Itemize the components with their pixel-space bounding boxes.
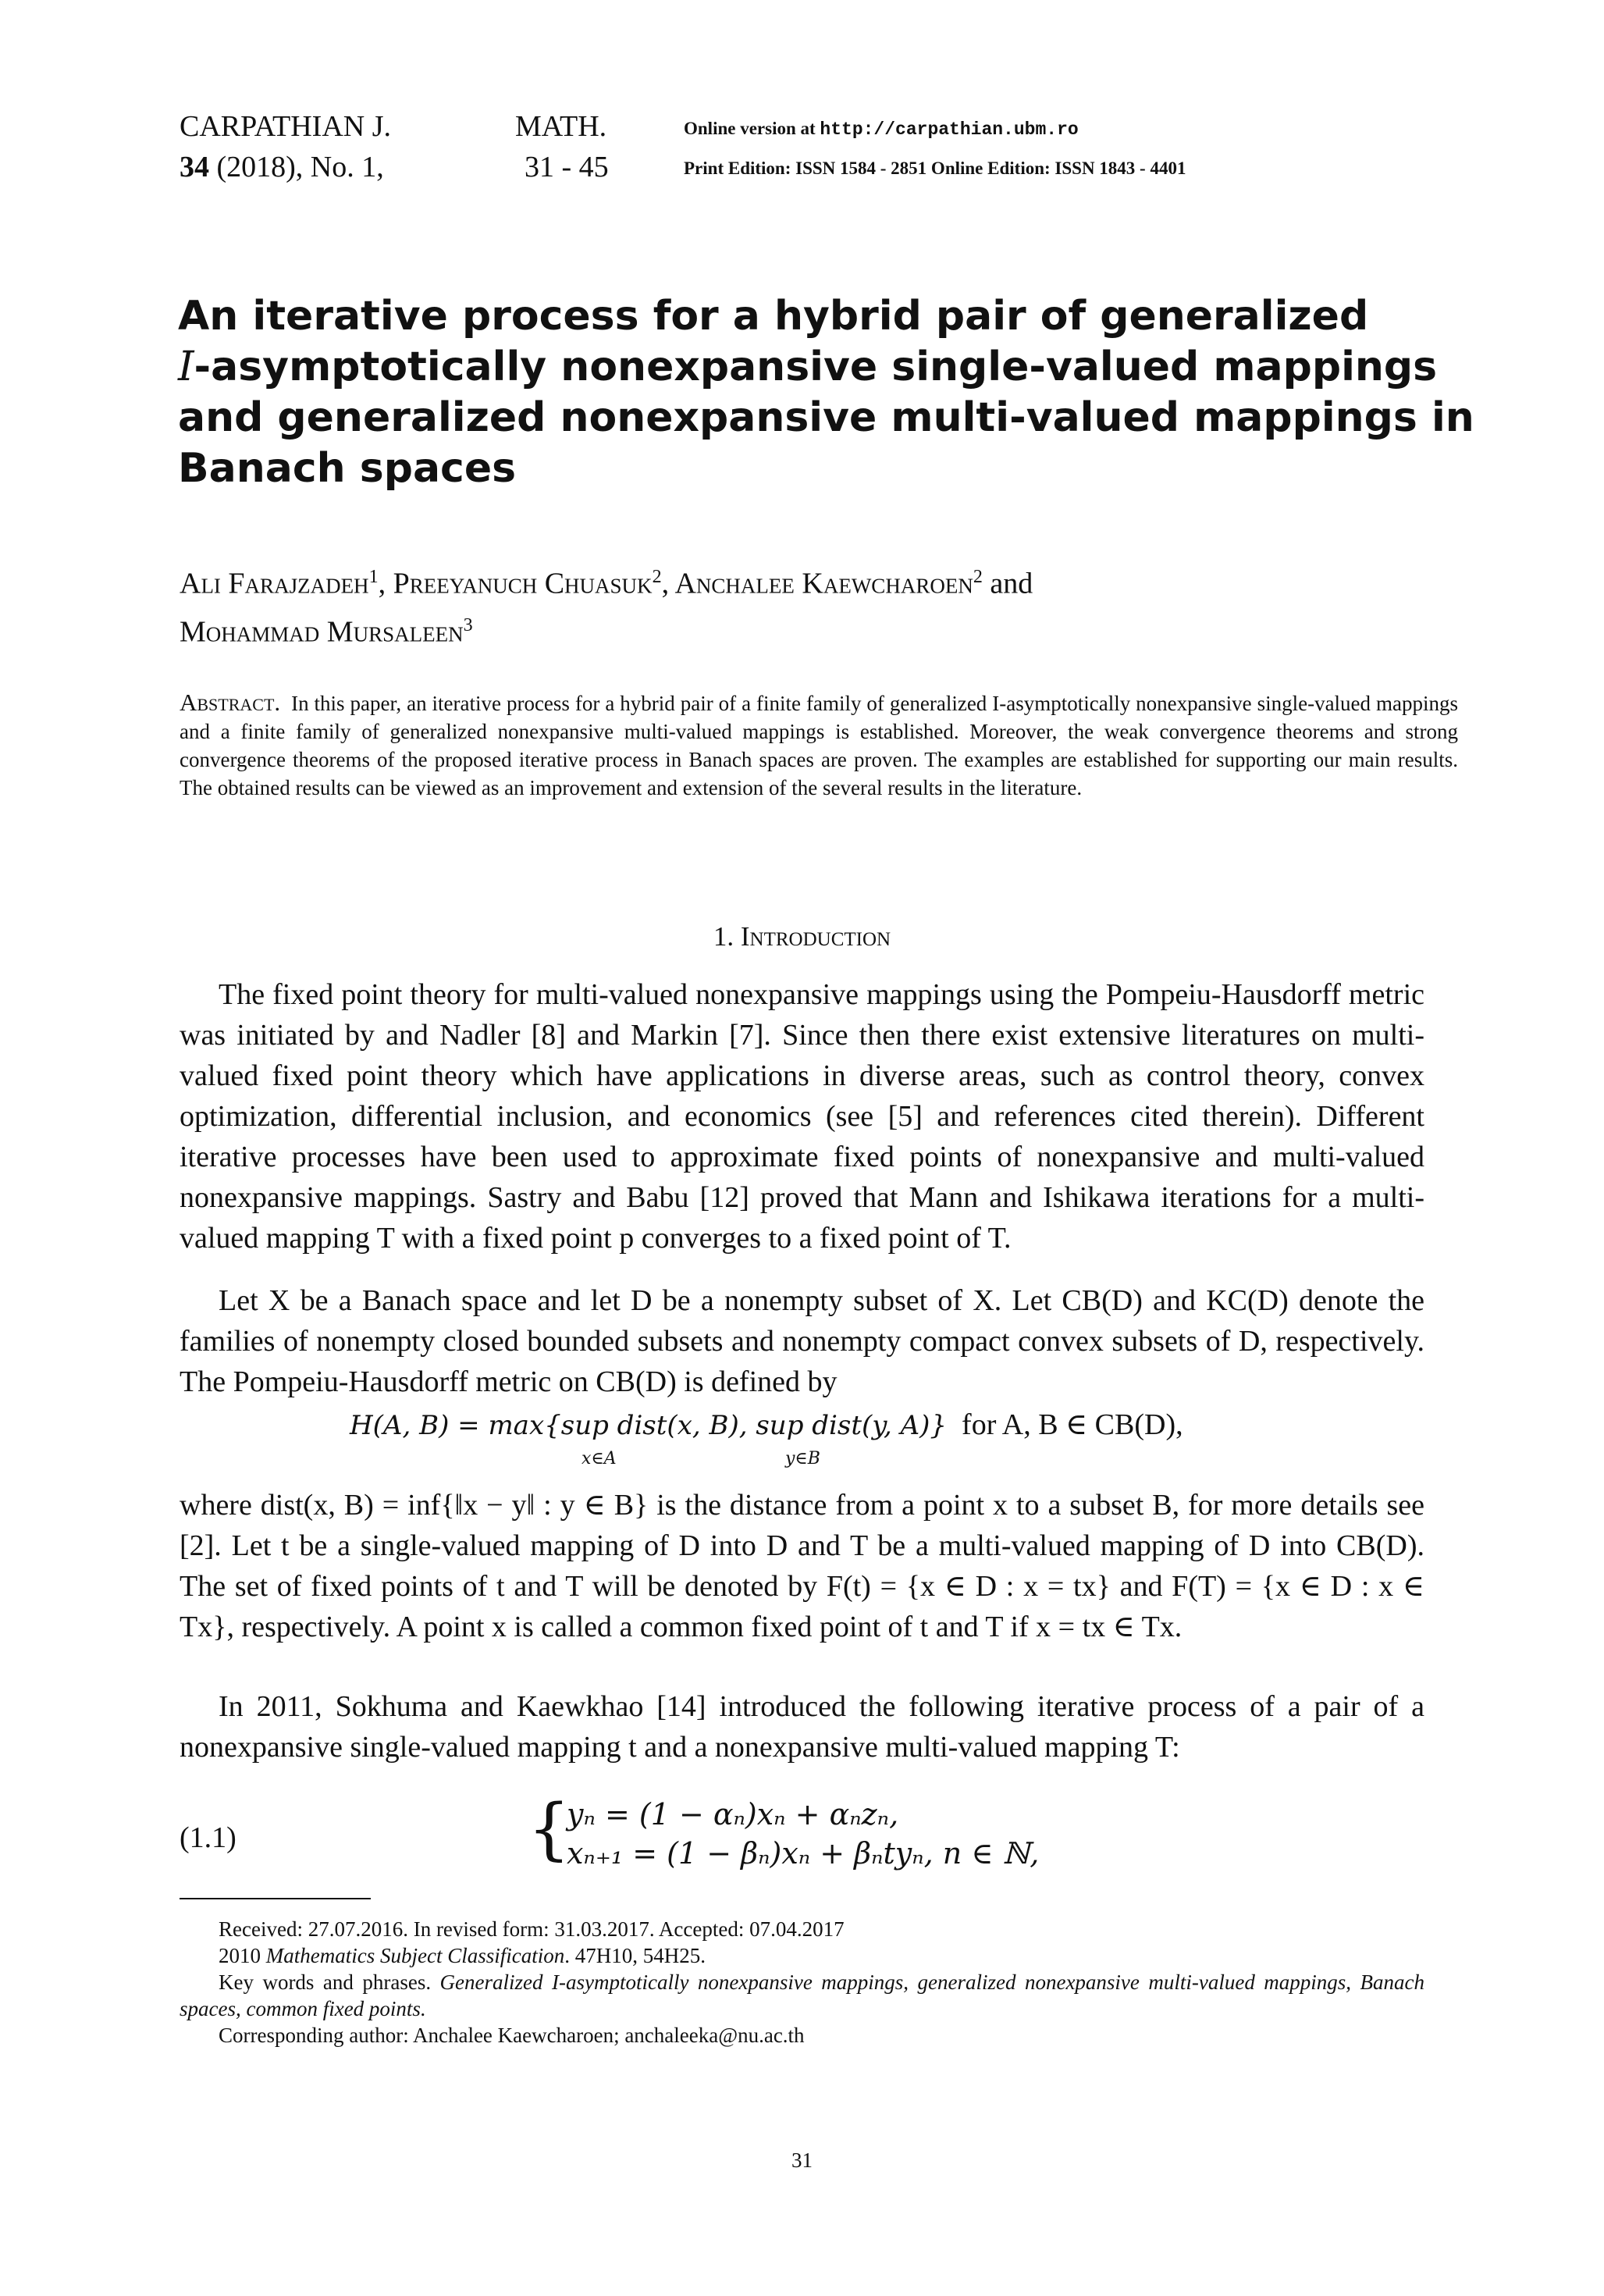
- equation-body: H(A, B) = max{sup dist(x, B), sup dist(y, A)}: [350, 1410, 948, 1441]
- online-version: [684, 117, 1079, 141]
- intro-paragraph-1: [180, 974, 1424, 1258]
- sup-subscript-b: y∈B: [785, 1449, 820, 1468]
- title-line-3: and generalized nonexpansive multi-valued mappings in: [178, 394, 1474, 441]
- paragraph-text: In 2011, Sokhuma and Kaewkhao [14] introduced the following iterative process of a pair of a nonexpansive single-valued mapping t and a nonexpansive multi-valued mapping T:: [180, 1690, 1424, 1764]
- online-prefix: Online version at: [684, 119, 820, 138]
- intro-paragraph-2: [180, 1280, 1424, 1402]
- author-1: Ali Farajzadeh: [180, 567, 369, 600]
- online-url[interactable]: http://carpathian.ubm.ro: [820, 119, 1079, 140]
- author-1-affil: 1: [368, 567, 379, 587]
- hausdorff-equation: [350, 1407, 1183, 1442]
- section-number: 1.: [713, 921, 734, 952]
- abstract-text: In this paper, an iterative process for a hybrid pair of a finite family of generalized I-asymptotically nonexpansive single-valued mappings and a finite family of generalized nonexpansive multi-valued mappings is established. Moreover, the weak convergence theorems and strong convergence theorems of the proposed iterative process in Banach spaces are proven. The examples are established for supporting our main results. The obtained results can be viewed as an improvement and extension of the several results in the literature.: [180, 692, 1458, 799]
- keywords-text: Generalized I-asymptotically nonexpansive mappings, generalized nonexpansive multi-valued mappings, Banach spaces, common fixed points.: [180, 1970, 1424, 2020]
- footnote-msc: [180, 1942, 1424, 1969]
- equation-tail: for A, B ∈ CB(D),: [962, 1408, 1183, 1441]
- paragraph-text: where dist(x, B) = inf{‖x − y‖ : y ∈ B} is the distance from a point x to a subset B, for more details see [2]. Let t be a single-valued mapping of D into D and T be a multi-valued mapping of D into CB(D). The set of fixed points of t and T will be denoted by F(t) = {x ∈ D : x = tx} and F(T) = {x ∈ D : x ∈ Tx}, respectively. A point x is called a common fixed point of t and T if x = tx ∈ Tx.: [180, 1489, 1424, 1643]
- author-2-affil: 2: [652, 567, 662, 587]
- page-number: 31: [791, 2148, 813, 2172]
- title-line-4: Banach spaces: [178, 445, 517, 492]
- title-line-1: An iterative process for a hybrid pair of generalized: [178, 293, 1369, 340]
- footnote-keywords: [180, 1969, 1424, 2022]
- volume-info: [180, 147, 384, 187]
- equation-brace: {: [528, 1790, 571, 1868]
- title-line-2: [178, 342, 1481, 393]
- msc-year: 2010: [219, 1944, 266, 1967]
- sup-subscript-a: x∈A: [581, 1449, 617, 1468]
- equation-1-1-line-1: yₙ = (1 − αₙ)xₙ + αₙzₙ,: [567, 1797, 899, 1831]
- journal-math: MATH.: [515, 110, 607, 143]
- author-3: Anchalee Kaewcharoen: [674, 567, 973, 600]
- volume-number: 34: [180, 151, 209, 183]
- author-4: Mohammad Mursaleen: [180, 615, 464, 649]
- footnote-rule: [180, 1898, 371, 1899]
- author-and: and: [990, 567, 1033, 600]
- equation-label-1-1: (1.1): [180, 1821, 237, 1854]
- title-italic-i: I: [178, 344, 194, 390]
- keywords-label: Key words and phrases.: [219, 1970, 440, 1994]
- abstract-label: Abstract.: [180, 689, 281, 716]
- abstract: [180, 689, 1458, 802]
- intro-paragraph-3: [180, 1485, 1424, 1647]
- author-4-affil: 3: [463, 614, 473, 635]
- print-edition: Print Edition: ISSN 1584 - 2851 Online Edition: ISSN 1843 - 4401: [684, 158, 1186, 178]
- footnote-corresponding: Corresponding author: Anchalee Kaewcharoen; anchaleeka@nu.ac.th: [219, 2024, 805, 2047]
- intro-paragraph-4: [180, 1686, 1424, 1767]
- paragraph-text: The fixed point theory for multi-valued nonexpansive mappings using the Pompeiu-Hausdorff metric was initiated by and Nadler [8] and Markin [7]. Since then there exist extensive literatures on multi-valued fixed point theory which have applications in diverse areas, such as control theory, convex optimization, differential inclusion, and economics (see [5] and references cited therein). Different iterative processes have been used to approximate fixed points of nonexpansive and multi-valued nonexpansive mappings. Sastry and Babu [12] proved that Mann and Ishikawa iterations for a multi-valued mapping T with a fixed point p converges to a fixed point of T.: [180, 978, 1424, 1255]
- equation-1-1-line-2: xₙ₊₁ = (1 − βₙ)xₙ + βₙtyₙ, n ∈ ℕ,: [567, 1836, 1040, 1871]
- msc-codes: . 47H10, 54H25.: [564, 1944, 706, 1967]
- journal-name: CARPATHIAN J.: [180, 110, 391, 143]
- author-2: Preeyanuch Chuasuk: [393, 567, 653, 600]
- paragraph-text: Let X be a Banach space and let D be a nonempty subset of X. Let CB(D) and KC(D) denote the families of nonempty closed bounded subsets and nonempty compact convex subsets of D, respectively. The Pompeiu-Hausdorff metric on CB(D) is defined by: [180, 1284, 1424, 1398]
- paper-title: [178, 291, 1481, 494]
- volume-rest: (2018), No. 1,: [209, 151, 384, 183]
- footnote-received: Received: 27.07.2016. In revised form: 31.03.2017. Accepted: 07.04.2017: [219, 1917, 845, 1941]
- author-3-affil: 2: [973, 567, 983, 587]
- msc-label: Mathematics Subject Classification: [265, 1944, 565, 1967]
- section-title: Introduction: [740, 921, 891, 952]
- section-heading: [0, 921, 1604, 952]
- footnotes: [180, 1916, 1424, 2049]
- title-line-2-rest: -asymptotically nonexpansive single-valued mappings: [194, 344, 1438, 390]
- page-range: 31 - 45: [525, 151, 609, 183]
- author-list: Ali Farajzadeh$^1$, Preeyanuch Chuasuk$^2$, Anchalee Kaewcharoen$^2$ and Mohammad Mursaleen$^3$: [180, 567, 1033, 649]
